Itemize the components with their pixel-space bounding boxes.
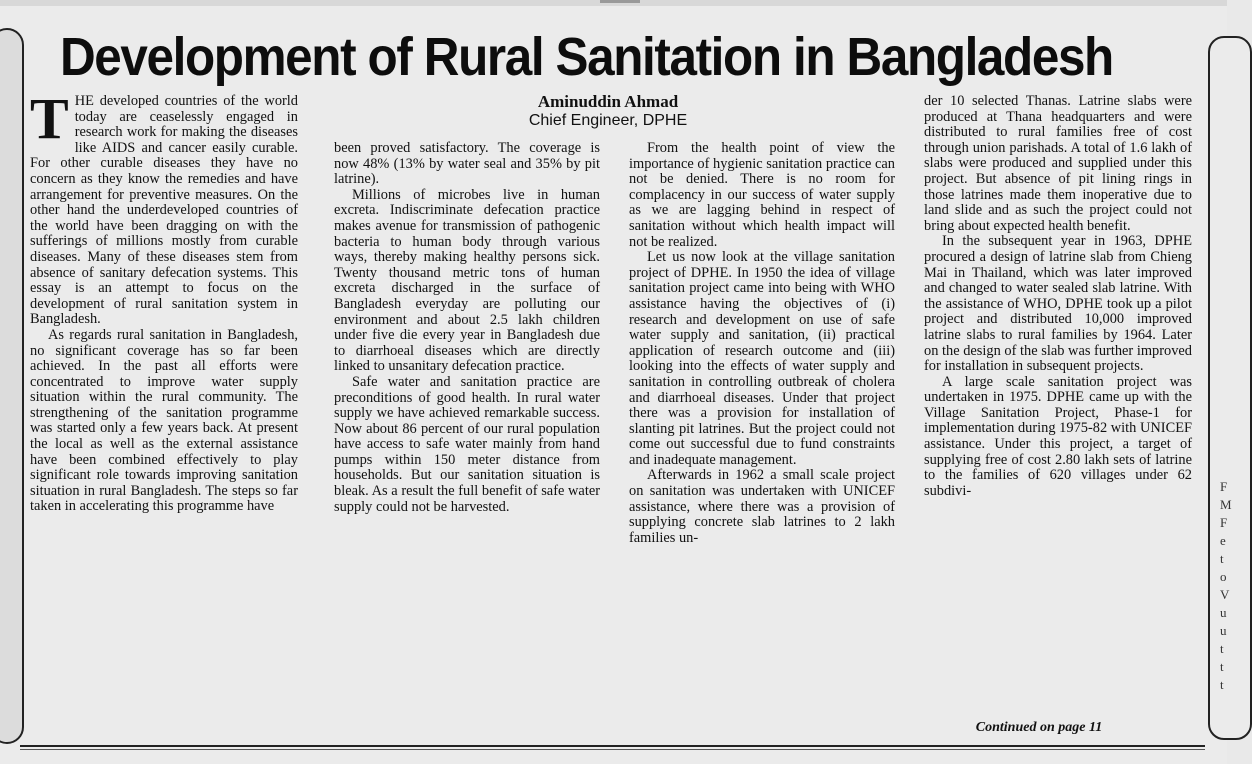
article-column-4 xyxy=(924,94,1192,736)
byline xyxy=(508,92,708,130)
article-paragraph: Afterwards in 1962 a small scale project on sanitation was undertaken with UNICEF assistance, where there was a provision of supplying concrete slab latrines to 2 lakh families un- xyxy=(629,467,895,546)
article-paragraph: As regards rural sanitation in Bangladesh, no significant coverage has so far been achieved. In the past all efforts were concentrated to improve water supply situation within the rural community. The strengthening of the sanitation programme was started only a few years back. At present the local as well as the external assistance have been combined effectively to play significant role towards improving sanitation situation in rural Bangladesh. The steps so far taken in accelerating this programme have xyxy=(30,326,298,515)
paragraph-text: HE developed countries of the world today are ceaselessly engaged in research work for making the diseases like AIDS and cancer easily curable. For other curable diseases they have no concern as they know the remedies and have arrangement for preventive measures. On the other hand the underdeveloped countries of the world have been dragging on with the sufferings of millions mostly from curable diseases. Many of these diseases stem from absence of sanitary defecation systems. This essay is an attempt to focus on the development of rural sanitation system in Bangladesh. xyxy=(30,93,298,328)
top-edge xyxy=(0,0,1227,6)
bottom-rule-thin xyxy=(20,749,1205,750)
article-paragraph: Let us now look at the village sanitation project of DPHE. In 1950 the idea of village sanitation project came into being with WHO assistance having the objectives of (i) research and development on use of safe water supply and sanitation, (ii) practical application of research outcome and (iii) looking into the effects of water supply and sanitation in controlling outbreak of cholera and diarrhoeal diseases. Under that project there was a provision for installation of slanting pit latrines. But the project could not come out successful due to fund constraints and inadequate management. xyxy=(629,249,895,468)
left-column-frame xyxy=(0,28,24,744)
article-paragraph: Millions of microbes live in human excreta. Indiscriminate defecation practice makes avenue for transmission of pathogenic bacteria to human body through various ways, thereby making healthy persons sick. Twenty thousand metric tons of human excreta discharged in the surface of Bangladesh everyday are polluting our environment and about 2.5 lakh children under five die every year in Bangladesh due to diarrhoeal diseases which are directly linked to unsanitary defecation practice. xyxy=(334,186,600,375)
article-paragraph: From the health point of view the importance of hygienic sanitation practice can not be denied. There is no room for complacency in our success of water supply as we are lagging behind in respect of sanitation without which health impact will not be realized. xyxy=(629,140,895,250)
continued-link[interactable]: Continued on page 11 xyxy=(975,720,1103,735)
right-fragment: t xyxy=(1220,677,1224,692)
headline: Development of Rural Sanitation in Bangladesh xyxy=(60,27,1113,87)
article-column-1 xyxy=(30,86,298,736)
article-column-2 xyxy=(334,141,600,736)
right-column-frame xyxy=(1208,36,1252,740)
right-fragment: t xyxy=(1220,659,1224,674)
right-fragment: t xyxy=(1220,641,1224,656)
article-paragraph: been proved satisfactory. The coverage is now 48% (13% by water seal and 35% by pit latrine). xyxy=(334,140,600,188)
right-fragment: F xyxy=(1220,515,1228,530)
right-fragment: o xyxy=(1220,569,1227,584)
right-fragment: e xyxy=(1220,533,1226,548)
article-paragraph: der 10 selected Thanas. Latrine slabs were produced at Thana headquarters and were distributed to rural families free of cost through union parishads. A total of 1.6 lakh of slabs were produced and supplied under this project. But absence of pit lining rings in those latrines made them inoperative due to land slide and as such the project could not bring about expected health benefit. xyxy=(924,93,1192,234)
author-role: Chief Engineer, DPHE xyxy=(528,112,688,129)
article-paragraph: Safe water and sanitation practice are preconditions of good health. In rural water supply we have achieved remarkable success. Now about 86 percent of our rural population have access to safe water mainly from hand pumps within 150 meter distance from households. But our sanitation situation is bleak. As a result the full benefit of safe water supply could not be harvested. xyxy=(334,373,600,515)
article-paragraph: A large scale sanitation project was undertaken in 1975. DPHE came up with the Village Sanitation Project, Phase-1 for implementation during 1975-82 with UNICEF assistance. Under this project, a target of supplying free of cost 2.80 lakh sets of latrine to the families of 620 villages under 62 subdivi- xyxy=(924,373,1192,499)
right-fragment: t xyxy=(1220,551,1224,566)
top-ornament xyxy=(600,0,640,3)
bottom-rule xyxy=(20,745,1205,747)
article-paragraph xyxy=(30,86,298,328)
article-column-3 xyxy=(629,141,895,736)
right-fragment: F xyxy=(1220,479,1228,494)
drop-cap: T xyxy=(30,86,69,151)
author-name: Aminuddin Ahmad xyxy=(537,92,679,111)
right-fragment: u xyxy=(1220,623,1227,638)
right-fragment: u xyxy=(1220,605,1227,620)
right-fragment: V xyxy=(1220,587,1230,602)
article-paragraph: In the subsequent year in 1963, DPHE procured a design of latrine slab from Chieng Mai in Thailand, which was later improved and changed to water sealed slab latrine. With the assistance of WHO, DPHE took up a pilot project and distributed 10,000 improved latrine slabs to rural families by 1964. Later on the design of the slab was further improved for installation in subsequent projects. xyxy=(924,233,1192,375)
right-fragment: M xyxy=(1220,497,1232,512)
